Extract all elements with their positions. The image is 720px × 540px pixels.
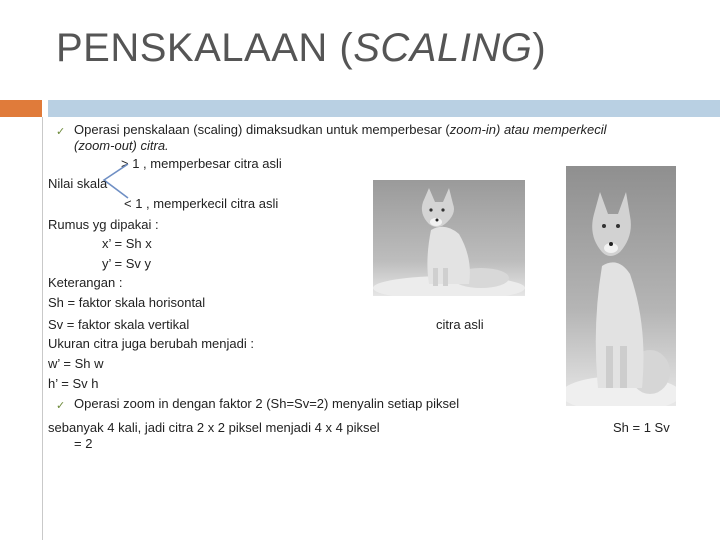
divider-line xyxy=(42,117,43,540)
scale-greater: > 1 , memperbesar citra asli xyxy=(121,156,282,171)
bullet1-line1: Operasi penskalaan (scaling) dimaksudkan untuk memperbesar (zoom-in) atau memperkecil xyxy=(74,122,607,137)
bullet2-tail: = 2 xyxy=(74,436,93,451)
fox-image-original xyxy=(373,180,525,296)
sh-definition: Sh = faktor skala horisontal xyxy=(48,295,206,310)
formula-y: y’ = Sv y xyxy=(102,256,152,271)
bullet2-line1: Operasi zoom in dengan faktor 2 (Sh=Sv=2) menyalin setiap piksel xyxy=(74,396,460,411)
caption-scaled: Sh = 1 Sv xyxy=(613,420,670,435)
h-formula: h’ = Sv h xyxy=(48,376,99,391)
sv-definition: Sv = faktor skala vertikal xyxy=(48,317,190,332)
formula-heading: Rumus yg dipakai : xyxy=(48,217,159,232)
accent-bar-orange xyxy=(0,100,42,117)
w-formula: w’ = Sh w xyxy=(48,356,104,371)
bullet2-line2: sebanyak 4 kali, jadi citra 2 x 2 piksel menjadi 4 x 4 piksel xyxy=(48,420,380,435)
page-title: PENSKALAAN (SCALING) xyxy=(56,26,547,70)
scale-label: Nilai skala xyxy=(48,176,108,191)
keterangan-heading: Keterangan : xyxy=(48,275,123,290)
fox-image-scaled xyxy=(566,166,676,406)
formula-x: x’ = Sh x xyxy=(102,236,152,251)
checkmark-icon: ✓ xyxy=(56,126,66,138)
caption-original: citra asli xyxy=(436,317,484,332)
accent-bar-blue xyxy=(48,100,720,117)
scale-less: < 1 , memperkecil citra asli xyxy=(124,196,279,211)
ukuran-text: Ukuran citra juga berubah menjadi : xyxy=(48,336,254,351)
bullet1-line2: (zoom-out) citra. xyxy=(74,138,169,153)
checkmark-icon: ✓ xyxy=(56,400,66,412)
